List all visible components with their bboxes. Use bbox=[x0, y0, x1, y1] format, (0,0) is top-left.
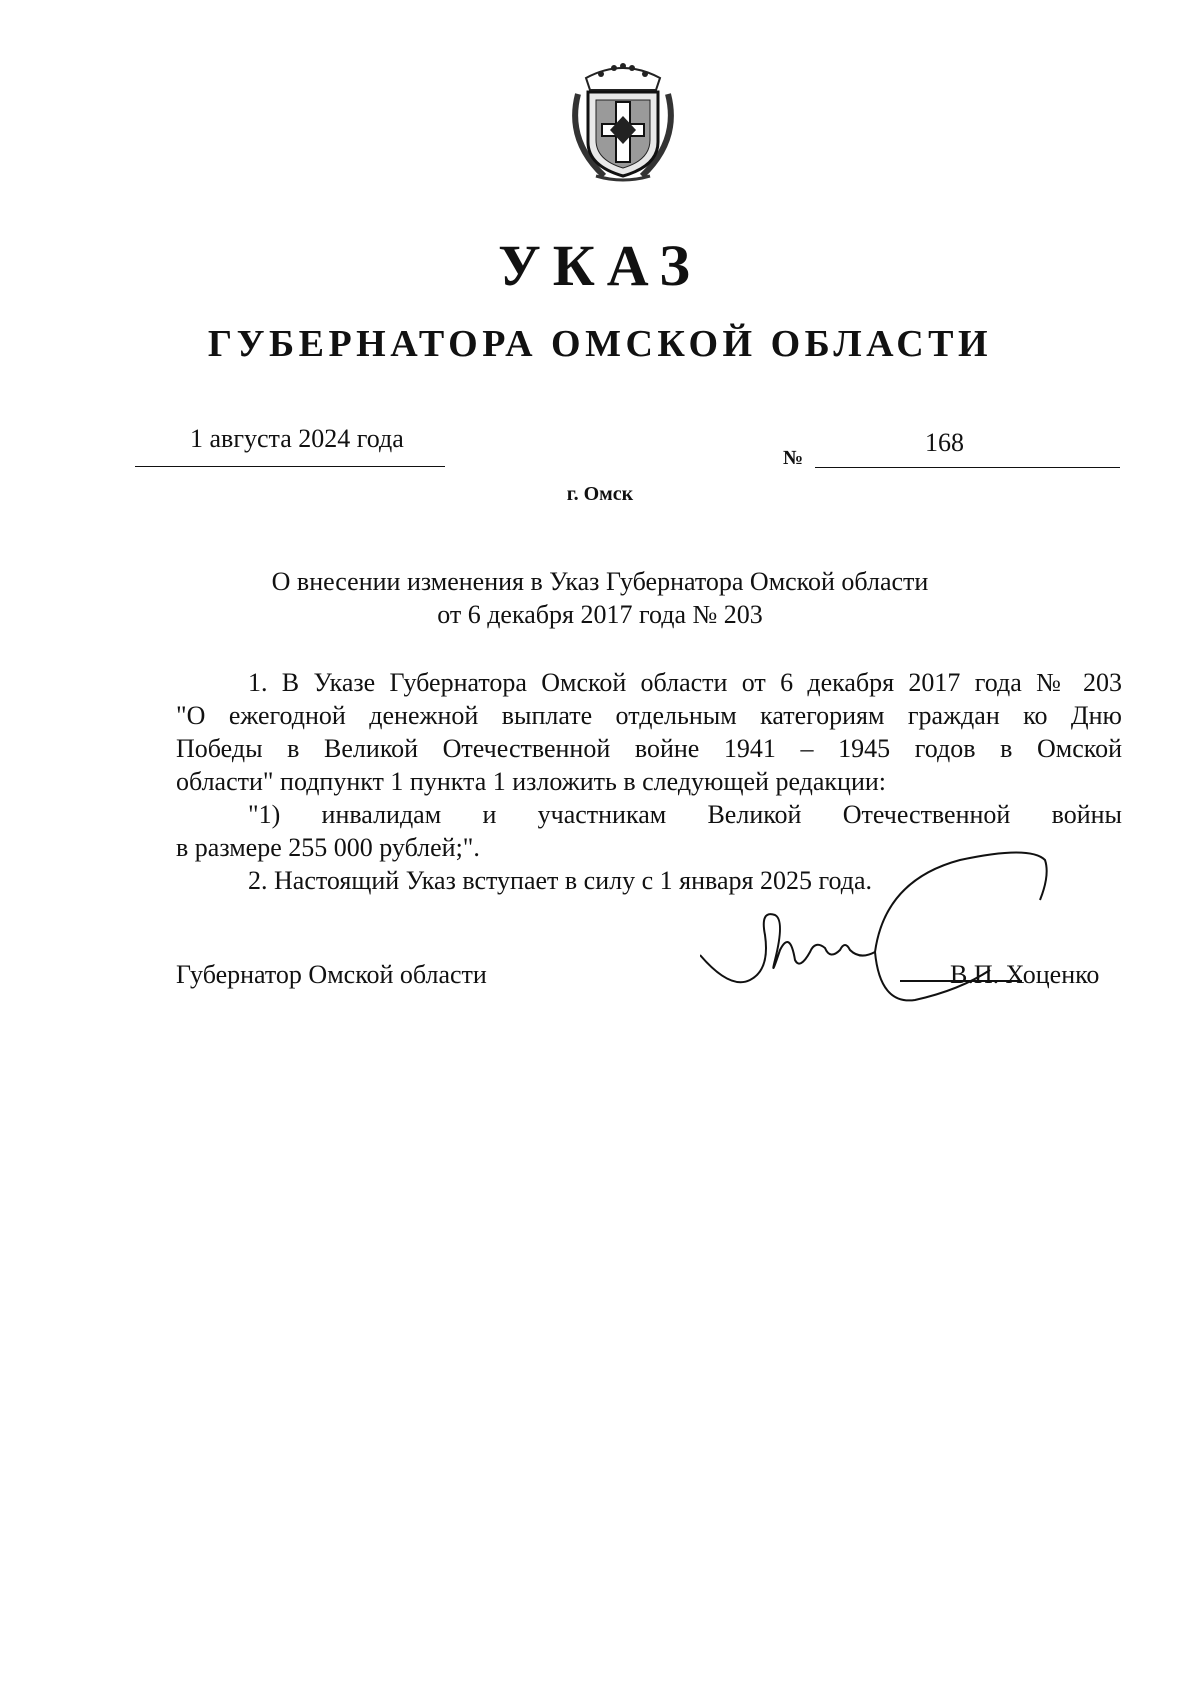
subject-line: от 6 декабря 2017 года № 203 bbox=[437, 600, 763, 629]
signer-name: В.П. Хоценко bbox=[950, 960, 1100, 989]
document-subject bbox=[150, 565, 1050, 631]
document-subtitle: ГУБЕРНАТОРА ОМСКОЙ ОБЛАСТИ bbox=[207, 323, 993, 365]
body-line: "1) инвалидам и участникам Великой Отечественной войны bbox=[248, 800, 1122, 829]
subject-line: О внесении изменения в Указ Губернатора Омской области bbox=[271, 567, 929, 596]
number-underline bbox=[815, 467, 1120, 468]
document-city: г. Омск bbox=[566, 483, 634, 505]
body-line: "О ежегодной денежной выплате отдельным категориям граждан ко Дню bbox=[176, 701, 1122, 730]
coat-of-arms-icon bbox=[556, 50, 690, 184]
date-underline bbox=[135, 466, 445, 467]
document-number: 168 bbox=[925, 428, 964, 457]
handwritten-signature-icon bbox=[700, 840, 1100, 1040]
body-line: 1. В Указе Губернатора Омской области от 6 декабря 2017 года № 203 bbox=[248, 668, 1122, 697]
document-date: 1 августа 2024 года bbox=[190, 424, 404, 453]
body-line: области" подпункт 1 пункта 1 изложить в следующей редакции: bbox=[176, 767, 887, 796]
body-line: в размере 255 000 рублей;". bbox=[176, 833, 480, 862]
body-line: Победы в Великой Отечественной войне 1941 – 1945 годов в Омской bbox=[176, 734, 1122, 763]
body-line: 2. Настоящий Указ вступает в силу с 1 января 2025 года. bbox=[248, 866, 872, 895]
number-sign: № bbox=[783, 447, 804, 469]
signer-position: Губернатор Омской области bbox=[176, 960, 487, 989]
document-title: УКАЗ bbox=[498, 233, 702, 298]
